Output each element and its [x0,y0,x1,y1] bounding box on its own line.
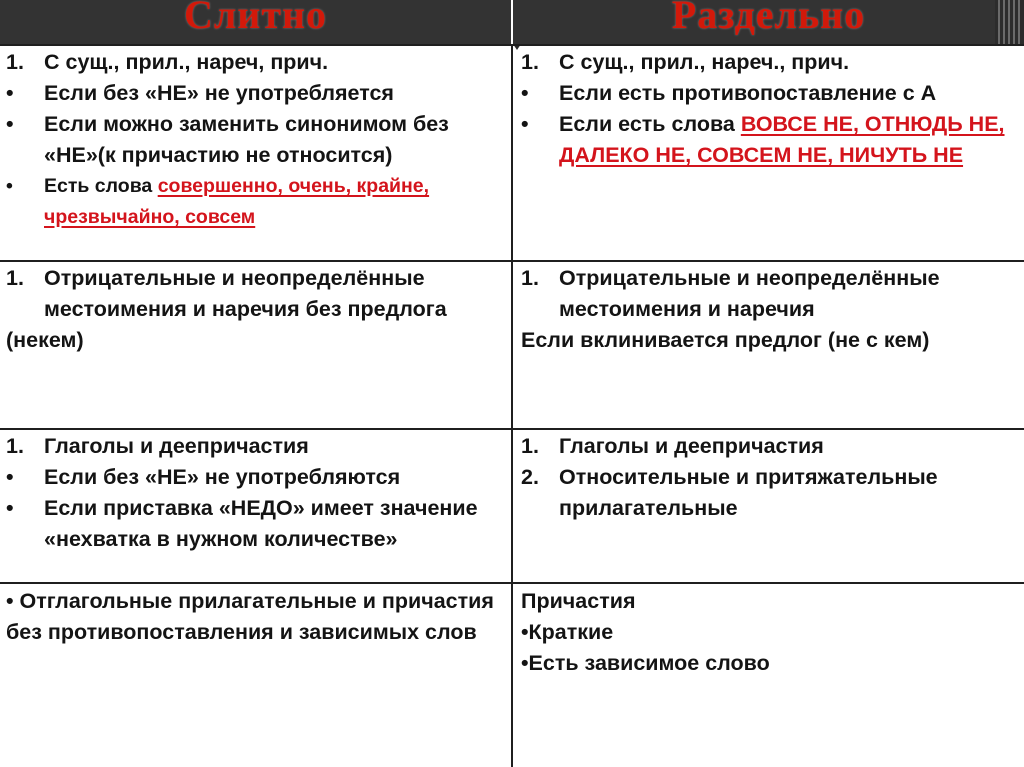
paragraph-text: • Отглагольные прилагательные и причастия без противопоставления и зависимых слов [6,589,494,644]
list-number: 1. [521,50,539,74]
list-item [6,109,505,171]
list-number: 1. [6,266,24,290]
bullet-icon: • [6,465,14,489]
row2-left-cell [0,263,511,356]
list-text: Если без «НЕ» не употребляются [44,465,401,489]
list-number: 1. [6,50,24,74]
list-item [6,462,505,493]
list-number: 1. [521,434,539,458]
list-item [521,263,1016,325]
note-text: (некем) [6,328,84,352]
list-item [521,78,1016,109]
row-divider [0,428,1024,430]
bullet-icon: • [6,496,14,520]
list-item [6,263,505,325]
bullet-icon: • [6,175,13,197]
list-item [6,47,505,78]
list-text: Отрицательные и неопределённые местоимения и наречия [559,266,940,321]
note-text-content: Если вклинивается предлог (не с кем) [521,328,930,352]
list-number: 1. [6,434,24,458]
bullet-icon: • [521,81,529,105]
list-item: •Краткие [521,620,614,644]
list-number: 1. [521,266,539,290]
list-text: Глаголы и деепричастия [559,434,824,458]
list-number: 2. [521,465,539,489]
list-text: Отрицательные и неопределённые местоимения и наречия без предлога [44,266,447,321]
column-title-solid: Слитно [183,0,328,37]
list-item [521,47,1016,78]
list-item [6,78,505,109]
list-item: •Есть зависимое слово [521,651,770,675]
row3-left-cell [0,431,511,555]
bullet-icon: • [6,112,14,136]
highlighted-words: совершенно, очень, крайне, чрезвычайно, совсем [44,175,430,228]
section-title: Причастия [521,589,636,613]
list-item [6,431,505,462]
list-text [559,109,1016,171]
note-text [521,325,1016,356]
row1-right-cell [513,47,1024,171]
list-text: С сущ., прил., нареч, прич. [44,50,329,74]
list-text: Если есть противопоставление с А [559,81,937,105]
row2-right-cell [513,263,1024,356]
list-text: Глаголы и деепричастия [44,434,309,458]
header-right [513,0,1024,44]
row-divider [0,44,1024,46]
row3-right-cell [513,431,1024,524]
list-item [521,431,1016,462]
list-text: С сущ., прил., нареч., прич. [559,50,850,74]
highlighted-words: ВОВСЕ НЕ, ОТНЮДЬ НЕ, ДАЛЕКО НЕ, СОВСЕМ НЕ, НИЧУТЬ НЕ [559,112,1005,167]
list-text: Если приставка «НЕДО» имеет значение «нехватка в нужном количестве» [44,496,478,551]
row-divider [0,260,1024,262]
list-item [521,462,1016,524]
bullet-icon: • [521,112,529,136]
list-item [6,171,505,233]
list-text: Относительные и притяжательные прилагательные [559,465,938,520]
row-divider [0,582,1024,584]
row4-left-cell [0,586,511,648]
list-item [521,109,1016,171]
row1-left-cell [0,47,511,233]
column-title-separate: Раздельно [671,0,866,37]
bullet-icon: • [6,81,14,105]
header-left [0,0,511,44]
list-text: Если без «НЕ» не употребляется [44,81,394,105]
decorative-stripes [995,0,1024,44]
list-text: Если можно заменить синонимом без «НЕ»(к причастию не относится) [44,112,449,167]
row4-right-cell [513,586,1024,679]
list-item [6,493,505,555]
list-text-prefix: Если есть слова [559,112,741,136]
list-text [44,171,505,233]
list-text-prefix: Есть слова [44,175,158,197]
